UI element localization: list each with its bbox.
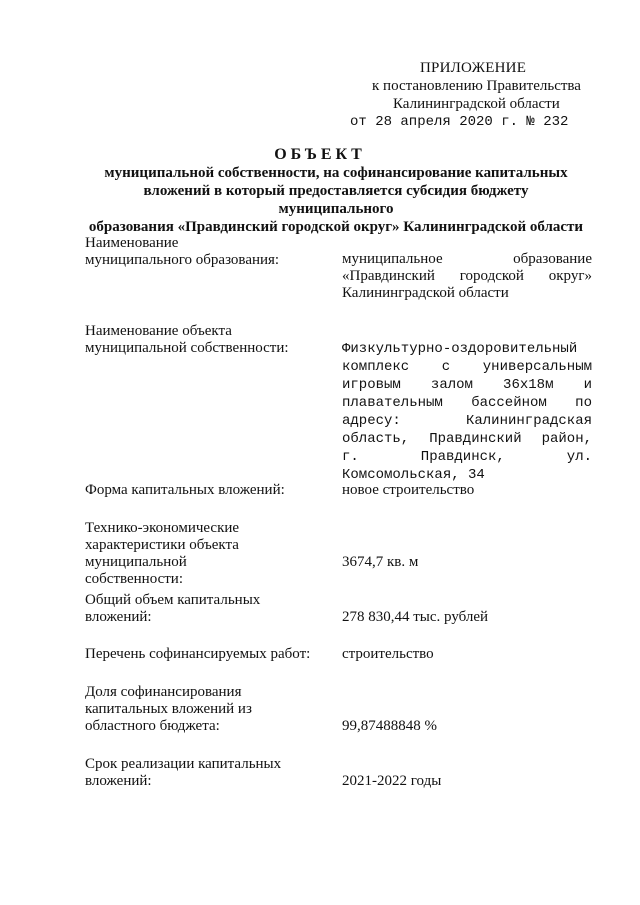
investment-form-label: Форма капитальных вложений: <box>85 482 285 498</box>
cofinancing-share-value: 99,87488848 % <box>342 718 437 734</box>
total-volume-value: 278 830,44 тыс. рублей <box>342 609 489 625</box>
appendix-line-decree: к постановлению Правительства <box>372 78 581 94</box>
investment-form-value: новое строительство <box>342 482 475 498</box>
works-list-label: Перечень софинансируемых работ: <box>85 646 311 662</box>
document-title: ОБЪЕКТ <box>274 146 366 163</box>
appendix-title: ПРИЛОЖЕНИЕ <box>420 60 527 76</box>
municipality-value: муниципальное образование «Правдинский городской округ» Калининградской области <box>342 251 592 301</box>
subtitle-line: муниципальной собственности, на софинансирование капитальных <box>104 165 568 181</box>
characteristics-label: Технико-экономические характеристики объекта муниципальной собственности: <box>85 520 240 587</box>
municipality-label: Наименование муниципального образования: <box>85 235 280 268</box>
object-name-value: Физкультурно-оздоровительный комплекс с универсальным игровым залом 36х18м и плавательным бассейном по адресу: Калининградская область, Правдинский район, г. Правдинск, ул. Комсомольская, 34 <box>342 341 592 483</box>
appendix-line-date: от 28 апреля 2020 г. № 232 <box>350 114 569 130</box>
characteristics-value: 3674,7 кв. м <box>342 554 419 570</box>
subtitle-line: образования «Правдинский городской округ» Калининградской области <box>88 219 584 235</box>
period-value: 2021-2022 годы <box>342 773 442 789</box>
period-label: Срок реализации капитальных вложений: <box>85 756 282 789</box>
cofinancing-share-label: Доля софинансирования капитальных вложений из областного бюджета: <box>85 684 252 734</box>
total-volume-label: Общий объем капитальных вложений: <box>85 592 261 625</box>
object-name-label: Наименование объекта муниципальной собственности: <box>85 323 289 356</box>
document-subtitle <box>86 164 586 236</box>
appendix-line-region: Калининградской области <box>393 96 560 112</box>
subtitle-line: вложений в который предоставляется субсидия бюджету муниципального <box>143 183 529 217</box>
works-list-value: строительство <box>342 646 434 662</box>
